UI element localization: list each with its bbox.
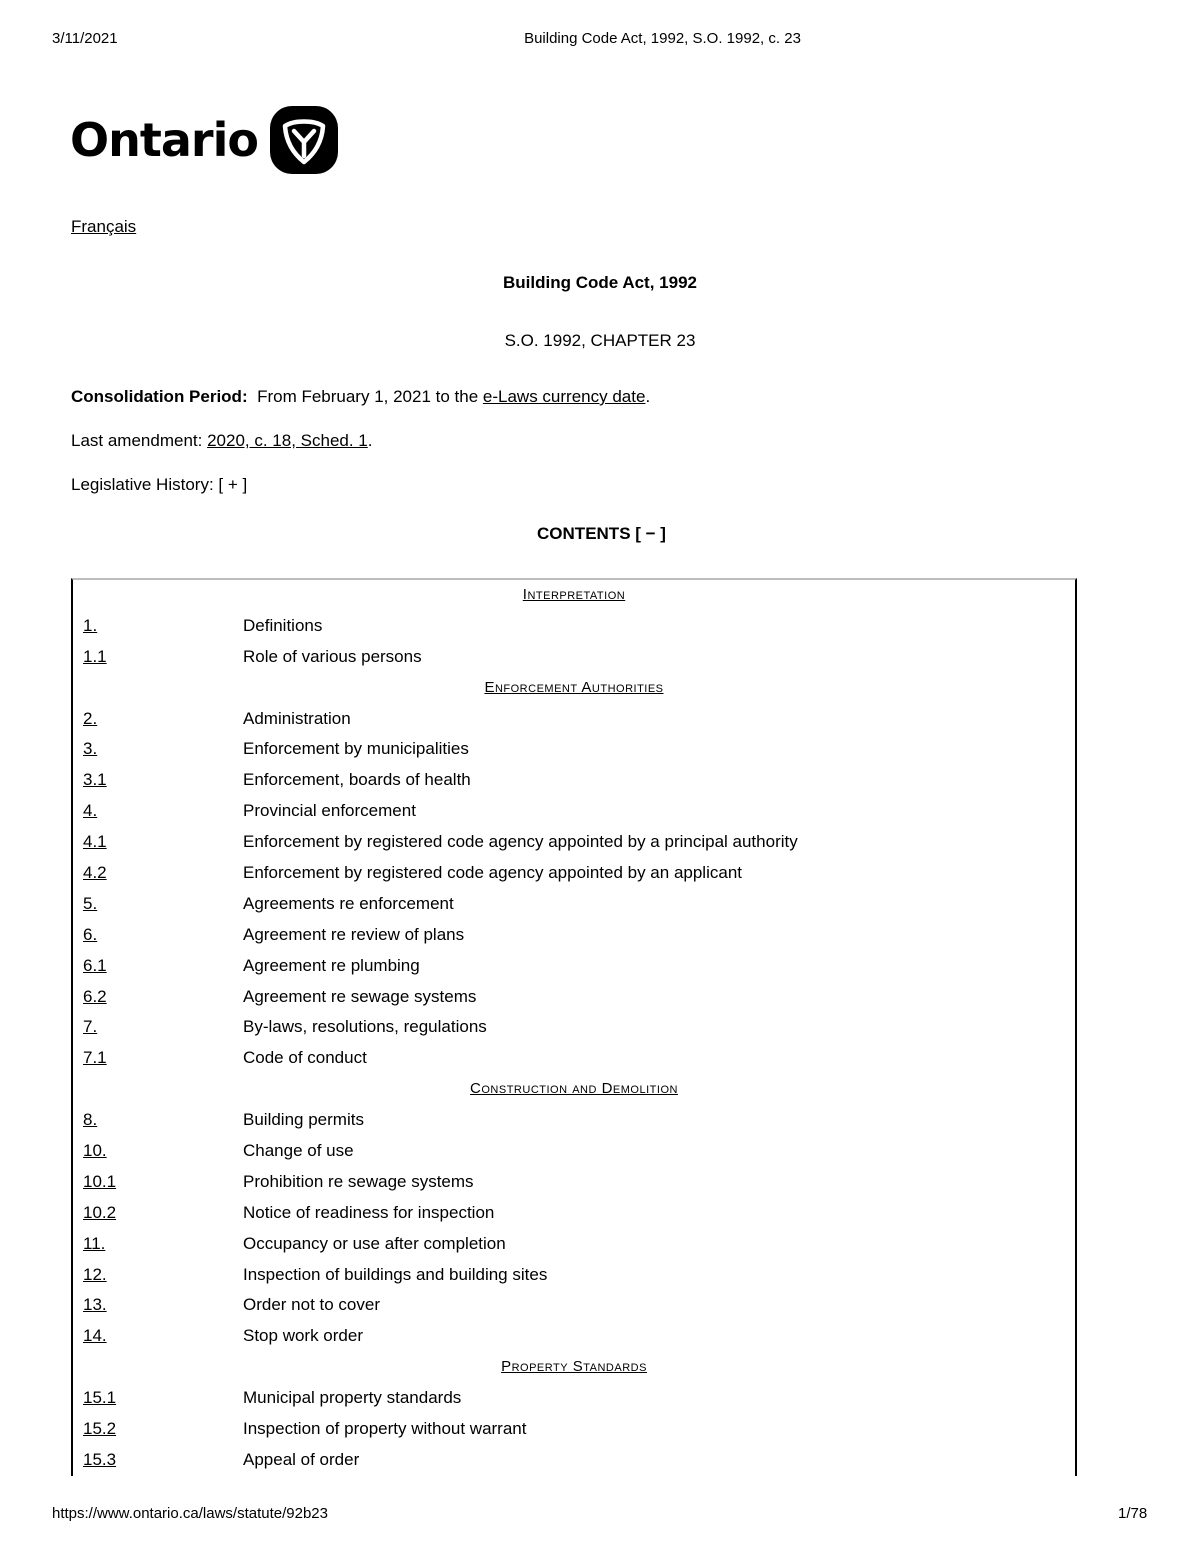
section-number-link[interactable]: 7.1	[83, 1048, 107, 1068]
section-heading-label[interactable]: Enforcement Authorities	[484, 678, 664, 696]
section-number-link[interactable]: 2.	[83, 708, 98, 728]
section-number-link[interactable]: 3.1	[83, 770, 107, 790]
toc-row	[73, 734, 1075, 765]
section-number-link[interactable]: 4.2	[83, 863, 107, 883]
section-title: Provincial enforcement	[243, 801, 416, 821]
section-number-link[interactable]: 15.2	[83, 1419, 117, 1439]
section-title: Agreement re review of plans	[243, 924, 465, 944]
act-chapter: S.O. 1992, CHAPTER 23	[504, 331, 696, 350]
last-amendment-end: .	[367, 431, 373, 450]
toc-row	[73, 827, 1075, 858]
toc-row	[73, 858, 1075, 889]
section-heading[interactable]	[73, 673, 1075, 704]
toc-row	[73, 951, 1075, 982]
contents-toggle[interactable]: CONTENTS [ − ]	[537, 524, 666, 543]
section-number-link[interactable]: 1.	[83, 615, 98, 635]
section-number-link[interactable]: 3.	[83, 739, 98, 759]
section-number-link[interactable]: 15.3	[83, 1449, 117, 1469]
section-number-link[interactable]: 14.	[83, 1326, 107, 1346]
section-heading[interactable]	[73, 1074, 1075, 1105]
section-number-link[interactable]: 6.2	[83, 986, 107, 1006]
toc-row	[73, 1229, 1075, 1260]
section-title: Definitions	[243, 615, 323, 635]
consolidation-period	[71, 387, 650, 407]
section-title: Municipal property standards	[243, 1388, 462, 1408]
section-title: Appeal of order	[243, 1449, 360, 1469]
section-heading-label[interactable]: Construction and Demolition	[470, 1080, 678, 1098]
section-number-link[interactable]: 10.1	[83, 1171, 117, 1191]
section-heading-label[interactable]: Interpretation	[522, 586, 626, 603]
section-number-link[interactable]: 10.2	[83, 1202, 117, 1222]
section-title: Enforcement by municipalities	[243, 739, 469, 759]
currency-date-link[interactable]: e-Laws currency date	[482, 387, 646, 406]
section-title: Role of various persons	[243, 646, 422, 666]
section-number-link[interactable]: 13.	[83, 1295, 107, 1315]
toc-row	[73, 920, 1075, 951]
section-title: Building permits	[243, 1110, 364, 1130]
section-title: Inspection of buildings and building sites	[243, 1264, 548, 1284]
print-date: 3/11/2021	[52, 30, 118, 47]
section-number-link[interactable]: 11.	[83, 1233, 106, 1253]
section-heading[interactable]	[73, 1352, 1075, 1383]
print-url: https://www.ontario.ca/laws/statute/92b23	[52, 1505, 328, 1522]
toc-row	[73, 1136, 1075, 1167]
section-title: Prohibition re sewage systems	[243, 1171, 474, 1191]
toc-row	[73, 889, 1075, 920]
consolidation-text: From February 1, 2021 to the	[257, 387, 479, 406]
print-page-number: 1/78	[1118, 1505, 1148, 1522]
act-title: Building Code Act, 1992	[503, 273, 697, 292]
section-title: Order not to cover	[243, 1295, 381, 1315]
logo-wordmark: Ontario	[70, 113, 258, 167]
section-title: Inspection of property without warrant	[243, 1419, 527, 1439]
toc-row	[73, 1321, 1075, 1352]
section-title: Agreements re enforcement	[243, 893, 454, 913]
consolidation-label: Consolidation Period:	[71, 387, 248, 406]
toc-row	[73, 1290, 1075, 1321]
section-title: Notice of readiness for inspection	[243, 1202, 495, 1222]
print-doc-title: Building Code Act, 1992, S.O. 1992, c. 23	[524, 30, 801, 47]
section-number-link[interactable]: 1.1	[83, 646, 107, 666]
section-title: Change of use	[243, 1141, 354, 1161]
section-title: By-laws, resolutions, regulations	[243, 1017, 487, 1037]
section-number-link[interactable]: 15.1	[83, 1388, 117, 1408]
toc-row	[73, 611, 1075, 642]
section-heading-label[interactable]: Property Standards	[501, 1358, 647, 1376]
last-amendment-label: Last amendment:	[71, 431, 203, 450]
ontario-logo[interactable]	[70, 106, 338, 174]
section-title: Occupancy or use after completion	[243, 1233, 506, 1253]
francais-link[interactable]: Français	[71, 217, 137, 236]
toc-row	[73, 982, 1075, 1013]
section-heading[interactable]	[73, 580, 1075, 611]
toc-row	[73, 1414, 1075, 1445]
section-number-link[interactable]: 8.	[83, 1110, 98, 1130]
last-amendment	[71, 431, 373, 451]
contents-table	[71, 578, 1077, 1476]
section-title: Enforcement, boards of health	[243, 770, 471, 790]
section-number-link[interactable]: 6.1	[83, 955, 107, 975]
section-title: Enforcement by registered code agency appointed by a principal authority	[243, 832, 798, 852]
toc-row	[73, 796, 1075, 827]
section-number-link[interactable]: 6.	[83, 924, 98, 944]
toc-row	[73, 1012, 1075, 1043]
section-title: Agreement re plumbing	[243, 955, 420, 975]
consolidation-end: .	[645, 387, 651, 406]
section-title: Stop work order	[243, 1326, 363, 1346]
trillium-icon	[270, 106, 338, 174]
toc-row	[73, 704, 1075, 735]
section-number-link[interactable]: 7.	[83, 1017, 98, 1037]
section-title: Enforcement by registered code agency appointed by an applicant	[243, 863, 742, 883]
toc-row	[73, 1198, 1075, 1229]
toc-row	[73, 642, 1075, 673]
toc-row	[73, 1167, 1075, 1198]
last-amendment-link[interactable]: 2020, c. 18, Sched. 1	[207, 431, 368, 450]
section-number-link[interactable]: 5.	[83, 893, 98, 913]
section-title: Agreement re sewage systems	[243, 986, 477, 1006]
legislative-history-toggle[interactable]: Legislative History: [ + ]	[71, 475, 248, 494]
section-number-link[interactable]: 10.	[83, 1141, 107, 1161]
section-number-link[interactable]: 12.	[83, 1264, 107, 1284]
section-number-link[interactable]: 4.	[83, 801, 98, 821]
section-title: Code of conduct	[243, 1048, 367, 1068]
toc-row	[73, 1383, 1075, 1414]
toc-row	[73, 1260, 1075, 1291]
section-number-link[interactable]: 4.1	[83, 832, 107, 852]
toc-row	[73, 1105, 1075, 1136]
toc-row	[73, 1043, 1075, 1074]
toc-row	[73, 765, 1075, 796]
toc-row	[73, 1445, 1075, 1476]
section-title: Administration	[243, 708, 351, 728]
